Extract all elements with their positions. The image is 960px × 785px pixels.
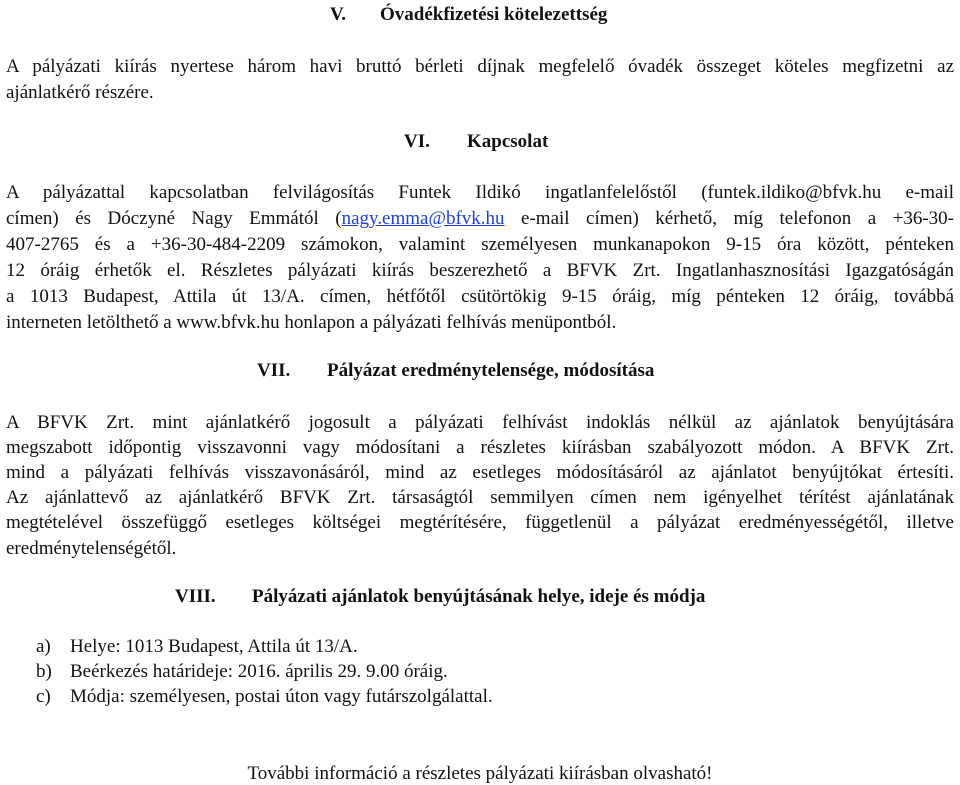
section-6-line-2-end: e-mail címen) kérhető, míg telefonon a +36-30- [504, 208, 954, 229]
section-7-line-1: A BFVK Zrt. mint ajánlatkérő jogosult a pályázati felhívást indoklás nélkül az ajánlatok benyújtására [6, 412, 954, 433]
section-5-title: Óvadékfizetési kötelezettség [380, 4, 608, 25]
section-8-heading [175, 586, 705, 608]
section-5-number: V. [330, 4, 347, 25]
list-item-text: Beérkezés határideje: 2016. április 29. 9.00 óráig. [70, 661, 448, 682]
section-6-number: VI. [404, 131, 430, 152]
section-8-number: VIII. [175, 586, 216, 607]
section-6-heading [404, 131, 548, 153]
email-link[interactable]: nagy.emma@bfvk.hu [341, 208, 505, 229]
list-marker: c) [36, 686, 51, 707]
section-6-line-2 [6, 208, 954, 230]
section-6-title: Kapcsolat [467, 131, 549, 152]
section-5-line-1: A pályázati kiírás nyertese három havi bruttó bérleti díjnak megfelelő óvadék összeget köteles megfizetni az [6, 56, 954, 77]
section-6-line-1: A pályázattal kapcsolatban felvilágosítás Funtek Ildikó ingatlanfelelőstől (funtek.ildiko@bfvk.hu e-mail [6, 182, 954, 203]
section-5-heading [330, 4, 607, 26]
section-7-title: Pályázat eredménytelensége, módosítása [327, 360, 655, 381]
section-7-line-6: eredménytelenségétől. [6, 538, 177, 559]
section-7-line-5: megtételével összefüggő esetleges költségei megtérítésére, függetlenül a pályázat eredményességétől, illetve [6, 512, 954, 533]
section-6-line-5: a 1013 Budapest, Attila út 13/A. címen, hétfőtől csütörtökig 9-15 óráig, míg pénteken 12 óráig, továbbá [6, 286, 954, 307]
section-7-heading [257, 360, 654, 382]
section-7-line-4: Az ajánlattevő az ajánlatkérő BFVK Zrt. társaságtól semmilyen címen nem igényelhet térítést ajánlatának [6, 487, 954, 508]
list-item-location [36, 636, 358, 658]
list-marker: b) [36, 661, 52, 682]
section-7-number: VII. [257, 360, 291, 381]
list-item-text: Helye: 1013 Budapest, Attila út 13/A. [70, 636, 358, 657]
section-7-line-3: mind a pályázati felhívás visszavonásáról, mind az esetleges módosításáról az ajánlatot benyújtókat értesíti. [6, 462, 954, 483]
section-7-line-2: megszabott időpontig visszavonni vagy módosítani a részletes kiírásban szabályozott módon. A BFVK Zrt. [6, 437, 954, 458]
section-5-line-2: ajánlatkérő részére. [6, 82, 154, 103]
section-6-line-3: 407-2765 és a +36-30-484-2209 számokon, valamint személyesen munkanapokon 9-15 óra között, pénteken [6, 234, 954, 255]
list-item-method [36, 686, 493, 708]
section-6-line-6: interneten letölthető a www.bfvk.hu honlapon a pályázati felhívás menüpontból. [6, 312, 617, 333]
list-item-text: Módja: személyesen, postai úton vagy futárszolgálattal. [70, 686, 493, 707]
section-6-line-2-start: címen) és Dóczyné Nagy Emmától ( [6, 208, 342, 229]
list-marker: a) [36, 636, 51, 657]
footer-note: További információ a részletes pályázati kiírásban olvasható! [247, 763, 713, 784]
list-item-deadline [36, 661, 448, 683]
section-6-line-4: 12 óráig érhetők el. Részletes pályázati kiírás beszerezhető a BFVK Zrt. Ingatlanhasznosítási Igazgatóságán [6, 260, 954, 281]
section-8-title: Pályázati ajánlatok benyújtásának helye, ideje és módja [252, 586, 706, 607]
